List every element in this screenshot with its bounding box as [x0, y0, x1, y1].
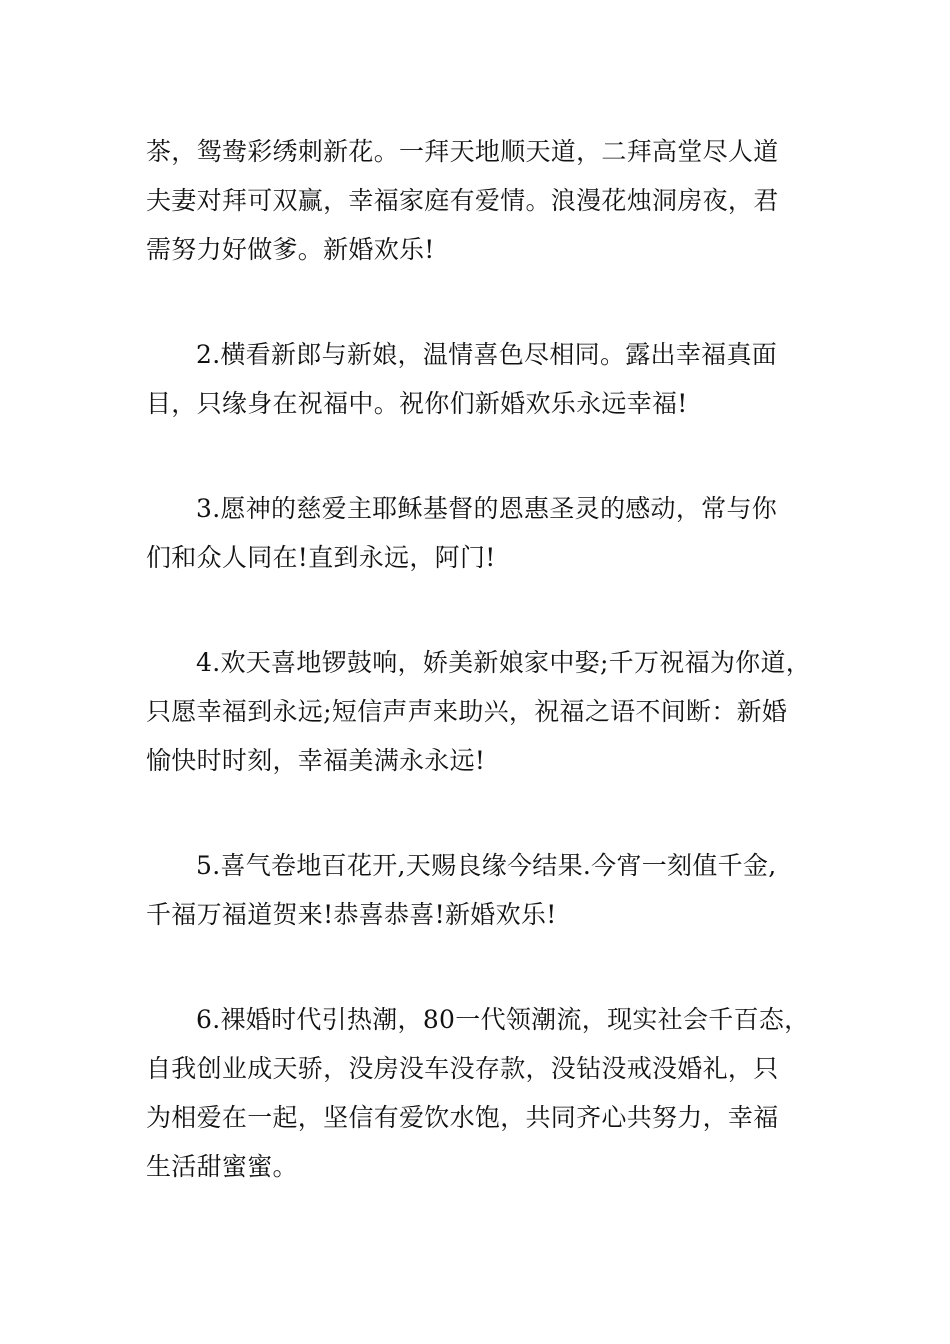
paragraph-line: 6.裸婚时代引热潮，80一代领潮流，现实社会千百态，: [196, 1005, 810, 1034]
paragraph-line: 生活甜蜜蜜。: [146, 1152, 298, 1181]
paragraph-line: 3.愿神的慈爱主耶稣基督的恩惠圣灵的感动，常与你: [196, 494, 778, 523]
paragraph-line: 2.横看新郎与新娘，温情喜色尽相同。露出幸福真面: [196, 340, 778, 369]
paragraph-3: [146, 484, 818, 582]
paragraph-line: 夫妻对拜可双赢，幸福家庭有爱情。浪漫花烛洞房夜，君: [146, 186, 779, 215]
paragraph-2: [146, 330, 818, 428]
paragraph-line: 5.喜气卷地百花开,天赐良缘今结果.今宵一刻值千金,: [196, 851, 777, 880]
paragraph-line: 目，只缘身在祝福中。祝你们新婚欢乐永远幸福!: [146, 389, 688, 418]
paragraph-line: 自我创业成天骄，没房没车没存款，没钻没戒没婚礼，只: [146, 1054, 779, 1083]
paragraph-6: [146, 995, 818, 1191]
paragraph-line: 为相爱在一起，坚信有爱饮水饱，共同齐心共努力，幸福: [146, 1103, 779, 1132]
paragraph-5: [146, 841, 818, 939]
paragraph-spacer: [146, 274, 818, 330]
paragraph-continued: [146, 127, 818, 274]
paragraph-line: 需努力好做爹。新婚欢乐!: [146, 235, 435, 264]
paragraph-line: 千福万福道贺来!恭喜恭喜!新婚欢乐!: [146, 900, 557, 929]
document-body: [146, 127, 818, 1191]
paragraph-spacer: [146, 582, 818, 638]
paragraph-spacer: [146, 939, 818, 995]
paragraph-line: 4.欢天喜地锣鼓响，娇美新娘家中娶;千万祝福为你道，: [196, 648, 812, 677]
paragraph-spacer: [146, 785, 818, 841]
paragraph-line: 茶，鸳鸯彩绣刺新花。一拜天地顺天道，二拜高堂尽人道: [146, 137, 779, 166]
paragraph-4: [146, 638, 818, 785]
paragraph-line: 们和众人同在!直到永远，阿门!: [146, 543, 496, 572]
paragraph-spacer: [146, 428, 818, 484]
paragraph-line: 只愿幸福到永远;短信声声来助兴，祝福之语不间断：新婚: [146, 697, 788, 726]
paragraph-line: 愉快时时刻，幸福美满永永远!: [146, 746, 486, 775]
